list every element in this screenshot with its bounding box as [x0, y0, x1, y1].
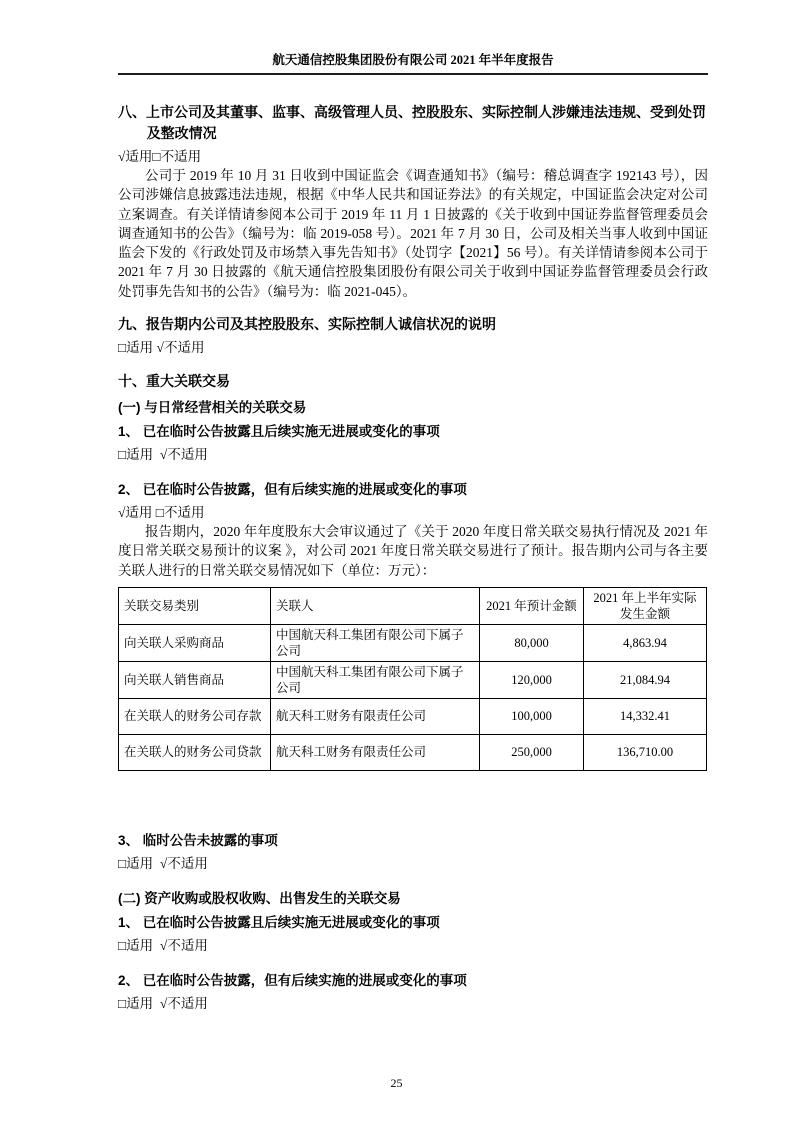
column-header-actual-amount: 2021 年上半年实际发生金额 — [584, 587, 707, 624]
section-10-heading: 十、重大关联交易 — [118, 373, 230, 390]
report-title: 航天通信控股集团股份有限公司 2021 年半年度报告 — [272, 53, 554, 67]
cell-transaction-type: 在关联人的财务公司存款 — [119, 698, 271, 734]
cell-actual-amount: 4,863.94 — [584, 624, 707, 661]
header-divider — [118, 73, 708, 75]
table-row — [119, 624, 707, 661]
sub-1-item-3-heading: 3、 临时公告未披露的事项 — [118, 832, 278, 848]
sub-1-item-1-applicability: □适用 √不适用 — [118, 447, 208, 463]
sub-1-item-2-heading: 2、 已在临时公告披露，但有后续实施的进展或变化的事项 — [118, 482, 467, 498]
section-8-heading: 八、上市公司及其董事、监事、高级管理人员、控股股东、实际控制人涉嫌违法违规、受到处罚及整改情况 — [118, 104, 706, 141]
section-9-applicability: □适用 √不适用 — [118, 340, 205, 356]
related-transactions-table — [118, 587, 707, 771]
section-8-paragraph: 公司于 2019 年 10 月 31 日收到中国证监会《调查通知书》（编号：稽总调查字 192143 号），因公司涉嫌信息披露违法违规，根据《中华人民共和国证券法》的有关规定，中国证监会决定对公司立案调查。有关详情请参阅本公司于 2019 年 11 月 1 日披露的《关于收到中国证券监督管理委员会调查通知书的公告》（编号为：临 2019-058 号）。2021 年 7 月 30 日，公司及相关当事人收到中国证监会下发的《行政处罚及市场禁入事先告知书》（处罚字【2021】56 号）。有关详情请参阅本公司于 2021 年 7 月 30 日披露的《航天通信控股集团股份有限公司关于收到中国证券监督管理委员会行政处罚事先告知书的公告》（编号为：临 2021-045）。 — [118, 168, 712, 299]
cell-actual-amount: 14,332.41 — [584, 698, 707, 734]
column-header-transaction-type: 关联交易类别 — [119, 587, 271, 624]
table-row — [119, 698, 707, 734]
cell-estimated-amount: 80,000 — [480, 624, 584, 661]
cell-related-party: 航天科工财务有限责任公司 — [271, 734, 480, 770]
cell-transaction-type: 在关联人的财务公司贷款 — [119, 734, 271, 770]
sub-2-item-1-applicability: □适用 √不适用 — [118, 937, 208, 953]
cell-related-party: 中国航天科工集团有限公司下属子公司 — [271, 661, 480, 698]
column-header-estimated-amount: 2021 年预计金额 — [480, 587, 584, 624]
sub-1-item-2-applicability: √适用 □不适用 — [118, 505, 205, 521]
sub-2-item-1-heading: 1、 已在临时公告披露且后续实施无进展或变化的事项 — [118, 914, 440, 930]
sub-2-heading: (二) 资产收购或股权收购、出售发生的关联交易 — [118, 890, 401, 906]
page-number: 25 — [390, 1076, 403, 1090]
cell-transaction-type: 向关联人销售商品 — [119, 661, 271, 698]
sub-2-item-2-applicability: □适用 √不适用 — [118, 995, 208, 1011]
table-row — [119, 661, 707, 698]
page-content — [118, 0, 712, 1013]
sub-1-item-3-applicability: □适用 √不适用 — [118, 855, 208, 871]
sub-1-item-2-paragraph: 报告期内，2020 年年度股东大会审议通过了《关于 2020 年度日常关联交易执行情况及 2021 年度日常关联交易预计的议案 》，对公司 2021 年度日常关联交易进行了预计。报告期内公司与各主要关联人进行的日常关联交易情况如下（单位：万元）： — [118, 524, 708, 578]
cell-estimated-amount: 250,000 — [480, 734, 584, 770]
cell-estimated-amount: 120,000 — [480, 661, 584, 698]
cell-actual-amount: 136,710.00 — [584, 734, 707, 770]
cell-related-party: 中国航天科工集团有限公司下属子公司 — [271, 624, 480, 661]
column-header-related-party: 关联人 — [271, 587, 480, 624]
cell-estimated-amount: 100,000 — [480, 698, 584, 734]
table-row — [119, 734, 707, 770]
sub-1-heading: (一) 与日常经营相关的关联交易 — [118, 400, 307, 416]
section-8-applicability: √适用□不适用 — [118, 149, 202, 164]
sub-2-item-2-heading: 2、 已在临时公告披露，但有后续实施的进展或变化的事项 — [118, 972, 467, 988]
section-9-heading: 九、报告期内公司及其控股股东、实际控制人诚信状况的说明 — [118, 316, 496, 333]
sub-1-item-1-heading: 1、 已在临时公告披露且后续实施无进展或变化的事项 — [118, 424, 440, 440]
cell-actual-amount: 21,084.94 — [584, 661, 707, 698]
table-header-row — [119, 587, 707, 624]
cell-related-party: 航天科工财务有限责任公司 — [271, 698, 480, 734]
cell-transaction-type: 向关联人采购商品 — [119, 624, 271, 661]
